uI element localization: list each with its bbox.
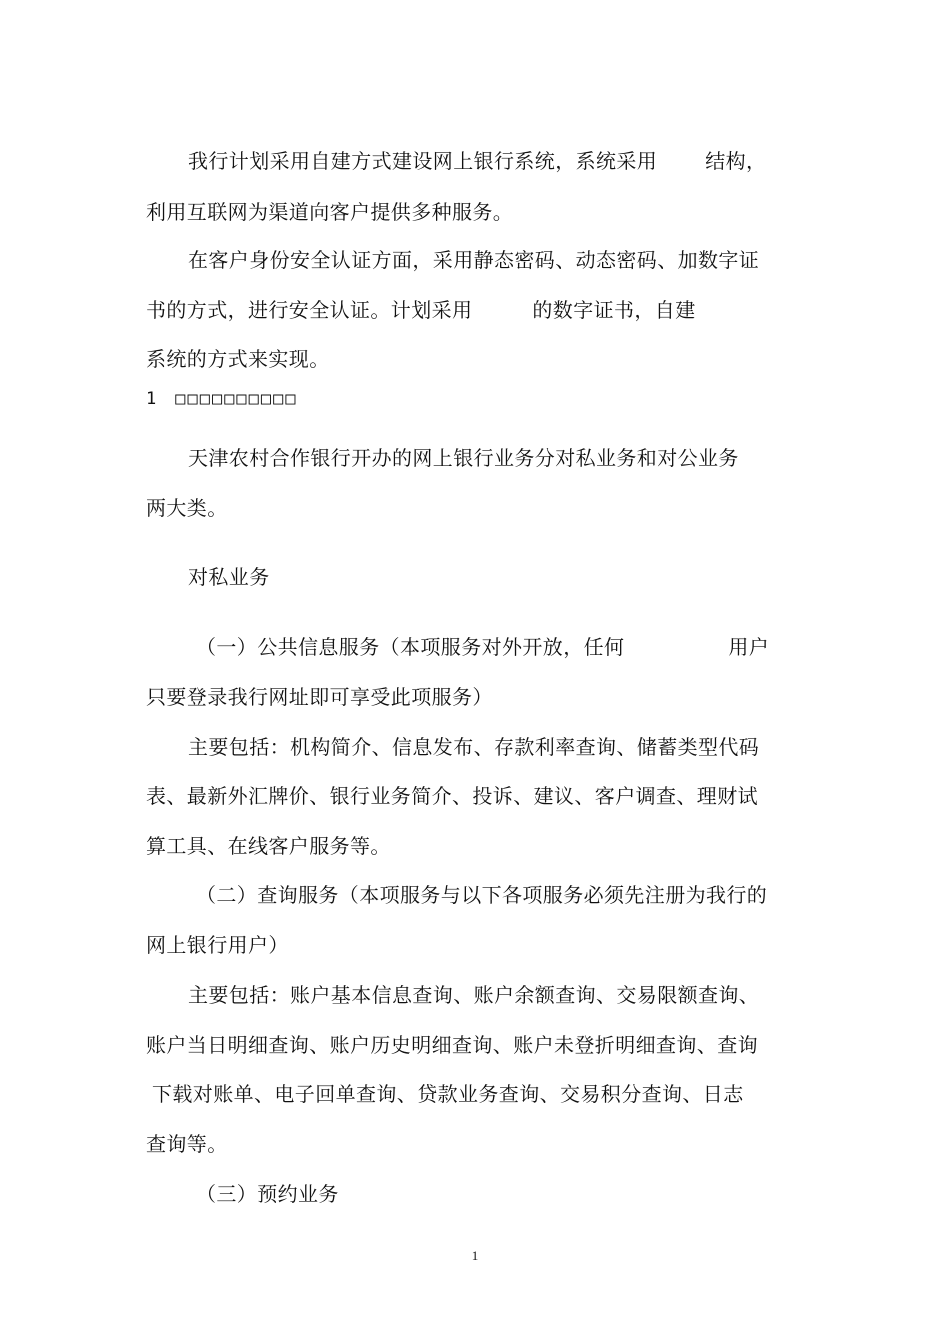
text-span: 用户: [728, 635, 770, 659]
list-item-reservation: （三）预约业务: [196, 1182, 339, 1206]
paragraph-line: 系统的方式来实现。: [146, 347, 330, 371]
paragraph-line: 算工具、在线客户服务等。: [146, 834, 391, 858]
list-item-query-service: （二）查询服务（本项服务与以下各项服务必须先注册为我行的: [196, 883, 768, 907]
paragraph-line: [146, 296, 696, 324]
text-span: 结构，: [705, 149, 767, 173]
section-title: □□□□□□□□□□: [175, 389, 298, 409]
paragraph-line: 账户当日明细查询、账户历史明细查询、账户未登折明细查询、查询: [146, 1033, 758, 1057]
list-item-public-info: [196, 633, 769, 661]
paragraph-line: 表、最新外汇牌价、银行业务简介、投诉、建议、客户调查、理财试: [146, 784, 758, 808]
paragraph-line: 主要包括：账户基本信息查询、账户余额查询、交易限额查询、: [188, 983, 760, 1007]
paragraph-line: 在客户身份安全认证方面，采用静态密码、动态密码、加数字证: [188, 248, 760, 272]
text-span: 书的方式，进行安全认证。计划采用: [146, 298, 473, 322]
paragraph-line: 两大类。: [146, 496, 228, 520]
paragraph-line: 天津农村合作银行开办的网上银行业务分对私业务和对公业务: [188, 446, 739, 470]
paragraph-line: 下载对账单、电子回单查询、贷款业务查询、交易积分查询、日志: [152, 1082, 744, 1106]
paragraph-line: 主要包括：机构简介、信息发布、存款利率查询、储蓄类型代码: [188, 735, 760, 759]
paragraph-line: 利用互联网为渠道向客户提供多种服务。: [146, 200, 514, 224]
text-span: 的数字证书，自建: [532, 298, 696, 322]
section-number: 1: [146, 389, 158, 409]
paragraph-line: [188, 147, 766, 175]
page-number: 1: [471, 1248, 479, 1263]
subheading-private-business: 对私业务: [188, 565, 270, 589]
paragraph-line: 查询等。: [146, 1132, 228, 1156]
section-heading: [146, 386, 298, 412]
text-span: （一）公共信息服务（本项服务对外开放，任何: [196, 635, 625, 659]
paragraph-line: 网上银行用户）: [146, 933, 289, 957]
text-span: 我行计划采用自建方式建设网上银行系统，系统采用: [188, 149, 658, 173]
paragraph-line: 只要登录我行网址即可享受此项服务）: [146, 685, 493, 709]
